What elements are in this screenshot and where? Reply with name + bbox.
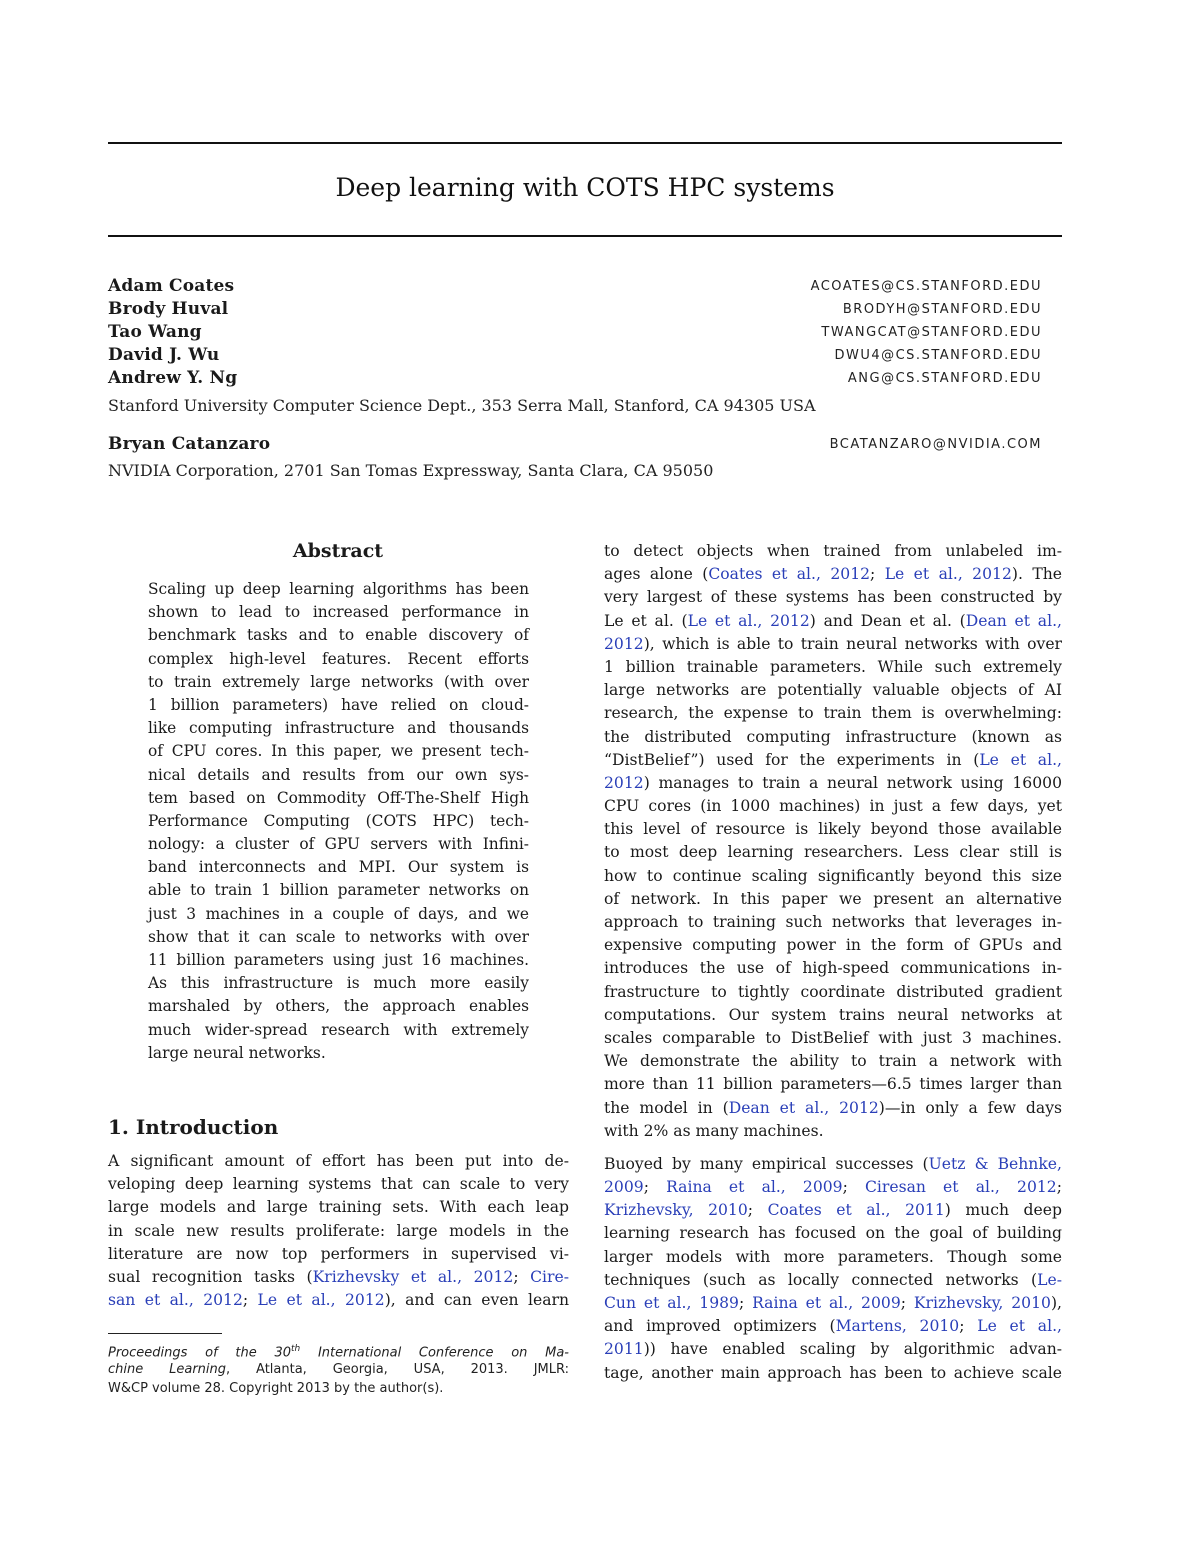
- text-run: Proceedings of the 30: [108, 1345, 292, 1361]
- body-line: [604, 633, 1062, 656]
- citation-link[interactable]: Le et al., 2012: [257, 1291, 385, 1310]
- body-line: [604, 1269, 1062, 1292]
- citation-link[interactable]: 2009: [604, 1178, 644, 1197]
- abstract-line: 1 billion parameters) have relied on cloud-: [148, 695, 529, 714]
- body-line: how to continue scaling significantly beyond this size: [604, 866, 1062, 885]
- body-line: large models and large training sets. With each leap: [108, 1198, 569, 1217]
- body-line: veloping deep learning systems that can scale to very: [108, 1175, 569, 1194]
- body-line: introduces the use of high-speed communications in-: [604, 959, 1062, 978]
- top-rule: [108, 142, 1062, 144]
- text-run: ;: [242, 1291, 258, 1310]
- text-run: ;: [842, 1178, 865, 1197]
- body-line: to most deep learning researchers. Less clear still is: [604, 843, 1062, 862]
- citation-link[interactable]: Uetz & Behnke,: [928, 1154, 1062, 1173]
- text-run: ;: [747, 1201, 768, 1220]
- text-run: ;: [513, 1267, 531, 1286]
- author-name: Brody Huval: [108, 299, 229, 319]
- text-run: ) manages to train a neural network using 16000: [643, 773, 1062, 792]
- title-bottom-rule: [108, 235, 1062, 237]
- footnote-line: [108, 1360, 569, 1380]
- paragraph-gap: [604, 1143, 1062, 1153]
- body-line: [604, 1292, 1062, 1315]
- body-line: computations. Our system trains neural networks at: [604, 1005, 1062, 1024]
- abstract-line: of CPU cores. In this paper, we present tech-: [148, 742, 529, 761]
- abstract-line: 11 billion parameters using just 16 machines.: [148, 951, 529, 969]
- text-run: Buoyed by many empirical successes (: [604, 1154, 929, 1173]
- author-row: [108, 321, 1042, 344]
- abstract-line: nical details and results from our own sys-: [148, 765, 529, 784]
- text-run: the model in (: [604, 1098, 729, 1117]
- body-line: more than 11 billion parameters—6.5 times larger than: [604, 1075, 1062, 1094]
- abstract-line: tem based on Commodity Off-The-Shelf High: [148, 788, 529, 807]
- citation-link[interactable]: Raina et al., 2009: [666, 1178, 843, 1197]
- body-line: [604, 1338, 1062, 1361]
- citation-link[interactable]: Cire-: [530, 1267, 569, 1286]
- citation-link[interactable]: Cun et al., 1989: [604, 1294, 739, 1312]
- abstract-line: large neural networks.: [148, 1043, 326, 1062]
- abstract-line: band interconnects and MPI. Our system is: [148, 858, 529, 877]
- text-run: ), and can even learn: [384, 1291, 569, 1310]
- text-run: techniques (such as locally connected networks (: [604, 1270, 1038, 1289]
- author-row: [108, 298, 1042, 321]
- body-line: 1 billion trainable parameters. While such extremely: [604, 657, 1062, 676]
- body-line: [108, 1289, 569, 1312]
- abstract-line: Scaling up deep learning algorithms has been: [148, 580, 529, 598]
- body-line: approach to training such networks that leverages in-: [604, 913, 1062, 931]
- body-line: of network. In this paper we present an alternative: [604, 889, 1062, 908]
- body-line: frastructure to tightly coordinate distributed gradient: [604, 982, 1062, 1001]
- body-line: CPU cores (in 1000 machines) in just a few days, yet: [604, 797, 1062, 816]
- text-run: ;: [900, 1294, 914, 1312]
- paper-title: Deep learning with COTS HPC systems: [335, 173, 835, 202]
- body-line: [604, 610, 1062, 633]
- body-line: A significant amount of effort has been put into de-: [108, 1152, 569, 1170]
- text-run: sual recognition tasks (: [108, 1267, 313, 1286]
- body-line: tage, another main approach has been to achieve scale: [604, 1363, 1062, 1382]
- text-run: ), which is able to train neural networks with over: [643, 634, 1062, 653]
- author-email[interactable]: DWU4@CS.STANFORD.EDU: [834, 348, 1042, 363]
- citation-link[interactable]: Le et al.,: [977, 1317, 1062, 1336]
- citation-link[interactable]: 2012: [604, 634, 644, 653]
- citation-link[interactable]: Le et al., 2012: [884, 565, 1012, 584]
- citation-link[interactable]: Krizhevsky et al., 2012: [312, 1267, 514, 1286]
- author-email[interactable]: TWANGCAT@STANFORD.EDU: [821, 325, 1042, 340]
- author-name: Andrew Y. Ng: [108, 368, 238, 388]
- affiliation-nvidia: NVIDIA Corporation, 2701 San Tomas Expressway, Santa Clara, CA 95050: [108, 461, 714, 480]
- citation-link[interactable]: Krizhevsky, 2010: [604, 1201, 748, 1220]
- footnote-rule: [108, 1333, 222, 1334]
- body-line: the distributed computing infrastructure (known as: [604, 727, 1062, 746]
- abstract-line: to train extremely large networks (with over: [148, 672, 529, 691]
- body-line: [108, 1266, 569, 1289]
- citation-link[interactable]: Krizhevsky, 2010: [913, 1294, 1051, 1312]
- abstract-body: [148, 578, 529, 1065]
- citation-link[interactable]: Le et al., 2012: [687, 611, 810, 630]
- author-row: [108, 344, 1042, 367]
- abstract-heading: Abstract: [292, 540, 384, 562]
- body-line: very largest of these systems has been constructed by: [604, 588, 1062, 607]
- text-run: ) and Dean et al. (: [809, 611, 966, 630]
- author-name: Bryan Catanzaro: [108, 434, 271, 454]
- citation-link[interactable]: Le et al.,: [979, 750, 1062, 769]
- body-line: learning research has focused on the goal of building: [604, 1224, 1062, 1243]
- citation-link[interactable]: san et al., 2012: [108, 1291, 243, 1310]
- text-run: ages alone (: [604, 565, 709, 584]
- abstract-line: marshaled by others, the approach enables: [148, 997, 529, 1016]
- author-email[interactable]: BCATANZARO@NVIDIA.COM: [829, 437, 1042, 452]
- footnote-line: W&CP volume 28. Copyright 2013 by the author(s).: [108, 1381, 444, 1396]
- text-run: Le et al. (: [604, 611, 688, 630]
- text-run: ;: [959, 1317, 978, 1336]
- text-run: ;: [870, 565, 885, 584]
- author-name: Tao Wang: [108, 322, 202, 342]
- abstract-line: just 3 machines in a couple of days, and we: [148, 904, 529, 923]
- citation-link[interactable]: Dean et al.,: [965, 611, 1062, 630]
- abstract-line: As this infrastructure is much more easily: [148, 974, 529, 993]
- body-line: [604, 1153, 1062, 1176]
- body-line: [604, 563, 1062, 586]
- body-line: expensive computing power in the form of GPUs and: [604, 936, 1062, 955]
- abstract-line: able to train 1 billion parameter networks on: [148, 881, 529, 900]
- abstract-line: like computing infrastructure and thousands: [148, 719, 529, 738]
- body-line: research, the expense to train them is overwhelming:: [604, 704, 1062, 723]
- text-run: )) have enabled scaling by algorithmic advan-: [643, 1340, 1062, 1359]
- body-line: [604, 1097, 1062, 1120]
- citation-link[interactable]: Le-: [1037, 1270, 1062, 1289]
- text-run: ). The: [1011, 565, 1062, 584]
- citation-link[interactable]: 2011: [604, 1340, 644, 1359]
- body-line: with 2% as many machines.: [604, 1121, 824, 1140]
- text-run: )—in only a few days: [878, 1098, 1063, 1117]
- body-line: [604, 1199, 1062, 1222]
- body-line: larger models with more parameters. Though some: [604, 1247, 1062, 1266]
- abstract-line: shown to lead to increased performance in: [148, 603, 529, 622]
- body-line: [604, 749, 1062, 772]
- author-name: Adam Coates: [108, 276, 235, 296]
- abstract-line: much wider-spread research with extremely: [148, 1020, 529, 1039]
- footnote-line: [108, 1340, 569, 1360]
- body-line: We demonstrate the ability to train a network with: [604, 1052, 1062, 1071]
- body-line: to detect objects when trained from unlabeled im-: [604, 542, 1062, 560]
- body-line: scales comparable to DistBelief with just 3 machines.: [604, 1028, 1062, 1047]
- citation-link[interactable]: 2012: [604, 773, 644, 792]
- abstract-line: nology: a cluster of GPU servers with Infini-: [148, 835, 529, 854]
- text-run: , Atlanta, Georgia, USA, 2013. JMLR:: [226, 1361, 569, 1377]
- author-row: [108, 433, 1042, 456]
- body-line: literature are now top performers in supervised vi-: [108, 1244, 569, 1263]
- body-line: large networks are potentially valuable objects of AI: [604, 681, 1062, 700]
- intro-right-column: [604, 540, 1062, 1385]
- citation-link[interactable]: Raina et al., 2009: [752, 1294, 901, 1312]
- text-run: ;: [1056, 1178, 1062, 1197]
- author-name: David J. Wu: [108, 345, 220, 365]
- superscript: th: [291, 1344, 301, 1354]
- citation-link[interactable]: Coates et al., 2012: [708, 565, 871, 584]
- citation-link[interactable]: Dean et al., 2012: [728, 1098, 879, 1117]
- text-run: ) much deep: [944, 1201, 1062, 1220]
- author-email[interactable]: BRODYH@STANFORD.EDU: [842, 302, 1042, 317]
- citation-link[interactable]: Martens, 2010: [835, 1317, 960, 1336]
- footnote: [108, 1340, 569, 1399]
- text-run: ),: [1050, 1294, 1062, 1312]
- text-run: ;: [643, 1178, 667, 1197]
- body-line: in scale new results proliferate: large models in the: [108, 1221, 569, 1240]
- author-email[interactable]: ACOATES@CS.STANFORD.EDU: [810, 279, 1042, 294]
- text-run: International Conference on Ma-: [300, 1345, 570, 1361]
- body-line: [604, 772, 1062, 795]
- text-run: and improved optimizers (: [604, 1317, 836, 1336]
- citation-link[interactable]: Ciresan et al., 2012: [864, 1178, 1057, 1197]
- text-run: chine Learning: [108, 1361, 227, 1377]
- abstract-line: benchmark tasks and to enable discovery of: [148, 626, 529, 645]
- author-email[interactable]: ANG@CS.STANFORD.EDU: [847, 371, 1042, 386]
- body-line: this level of resource is likely beyond those available: [604, 820, 1062, 839]
- body-line: [604, 1315, 1062, 1338]
- author-row: [108, 367, 1042, 390]
- abstract-line: show that it can scale to networks with over: [148, 927, 529, 946]
- text-run: “DistBelief”) used for the experiments in (: [604, 750, 980, 769]
- intro-left-column: [108, 1150, 569, 1312]
- abstract-line: Performance Computing (COTS HPC) tech-: [148, 811, 529, 830]
- section-heading-introduction: 1. Introduction: [108, 1115, 279, 1139]
- citation-link[interactable]: Coates et al., 2011: [767, 1201, 945, 1220]
- author-row: [108, 275, 1042, 298]
- affiliation-stanford: Stanford University Computer Science Dept., 353 Serra Mall, Stanford, CA 94305 USA: [108, 396, 816, 415]
- body-line: [604, 1176, 1062, 1199]
- abstract-line: complex high-level features. Recent efforts: [148, 649, 529, 668]
- text-run: ;: [738, 1294, 753, 1312]
